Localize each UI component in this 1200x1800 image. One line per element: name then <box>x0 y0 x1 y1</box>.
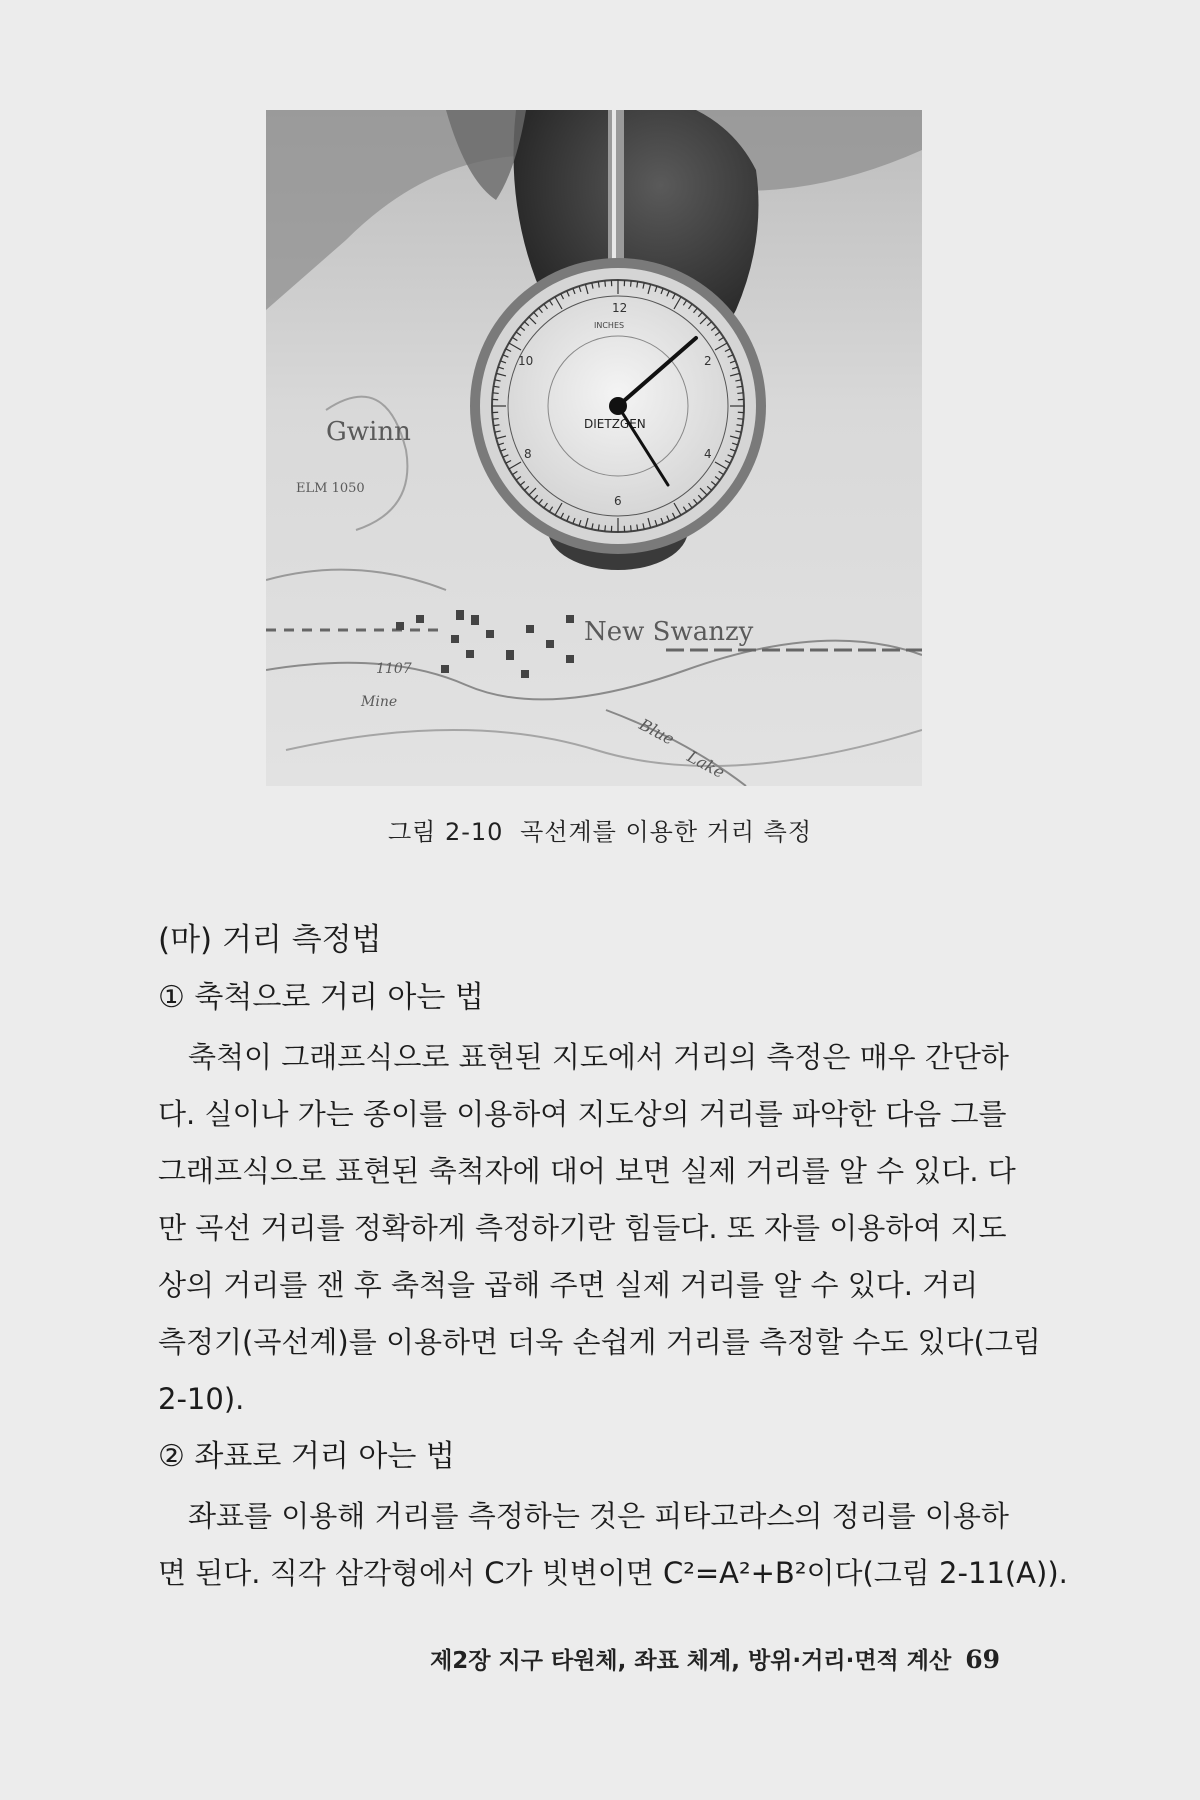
dial-number-4: 4 <box>704 447 712 461</box>
figure-caption-label: 그림 2-10 <box>387 818 504 846</box>
paragraph-line: 다. 실이나 가는 종이를 이용하여 지도상의 거리를 파악한 다음 그를 <box>158 1097 1007 1131</box>
map-label-mine: Mine <box>361 694 398 710</box>
dial-tick <box>605 525 606 531</box>
dial-tick <box>493 393 499 394</box>
dial-number-10: 10 <box>518 354 534 368</box>
dial-tick <box>737 419 743 420</box>
section-heading: (마) 거리 측정법 <box>158 922 382 958</box>
paragraph-line: 면 된다. 직각 삼각형에서 C가 빗변이면 C²=A²+B²이다(그림 2-11(A)). <box>158 1556 1068 1590</box>
dial-brand: DIETZGEN <box>584 417 646 431</box>
paragraph-coordinate-method <box>158 1488 1068 1602</box>
dial-number-2: 2 <box>704 354 712 368</box>
figure-caption-text: 곡선계를 이용한 거리 측정 <box>520 818 813 846</box>
paragraph-line: 2-10). <box>158 1382 245 1416</box>
subsection-heading-scale: ① 축척으로 거리 아는 법 <box>158 980 484 1015</box>
dial-units: INCHES <box>594 321 625 330</box>
paragraph-scale-method <box>158 1029 1040 1428</box>
map-label-elev: ELM 1050 <box>296 481 365 496</box>
map-label-new-swanzy: New Swanzy <box>584 617 754 647</box>
dial-number-12: 12 <box>612 301 628 315</box>
dial-tick <box>631 281 632 287</box>
dial-tick <box>605 281 606 287</box>
dial-tick <box>737 393 743 394</box>
paragraph-line: 상의 거리를 잰 후 축척을 곱해 주면 실제 거리를 알 수 있다. 거리 <box>158 1268 979 1302</box>
map-label-blue: Blue <box>636 714 678 749</box>
map-label-number: 1107 <box>376 661 412 677</box>
chapter-title: 제2장 지구 타원체, 좌표 체계, 방위·거리·면적 계산 <box>430 1648 952 1674</box>
dial-number-8: 8 <box>524 447 532 461</box>
page-number: 69 <box>965 1645 1000 1674</box>
figure-caption <box>0 812 1200 847</box>
paragraph-line: 축척이 그래프식으로 표현된 지도에서 거리의 측정은 매우 간단하 <box>188 1040 1009 1074</box>
figure-photo <box>266 110 922 786</box>
map-label-gwinn: Gwinn <box>326 417 411 447</box>
body-text <box>158 915 1068 1602</box>
dial-tick <box>631 525 632 531</box>
paragraph-line: 좌표를 이용해 거리를 측정하는 것은 피타고라스의 정리를 이용하 <box>188 1499 1009 1533</box>
paragraph-line: 그래프식으로 표현된 축척자에 대어 보면 실제 거리를 알 수 있다. 다 <box>158 1154 1016 1188</box>
running-footer <box>430 1642 1000 1675</box>
dial-number-6: 6 <box>614 494 622 508</box>
dial-tick <box>493 419 499 420</box>
subsection-heading-coordinates: ② 좌표로 거리 아는 법 <box>158 1439 455 1474</box>
paragraph-line: 만 곡선 거리를 정확하게 측정하기란 힘들다. 또 자를 이용하여 지도 <box>158 1211 1007 1245</box>
map-label-lake: Lake <box>684 746 728 782</box>
curvimeter-photo <box>266 110 922 786</box>
paragraph-line: 측정기(곡선계)를 이용하면 더욱 손쉽게 거리를 측정할 수도 있다(그림 <box>158 1325 1041 1359</box>
